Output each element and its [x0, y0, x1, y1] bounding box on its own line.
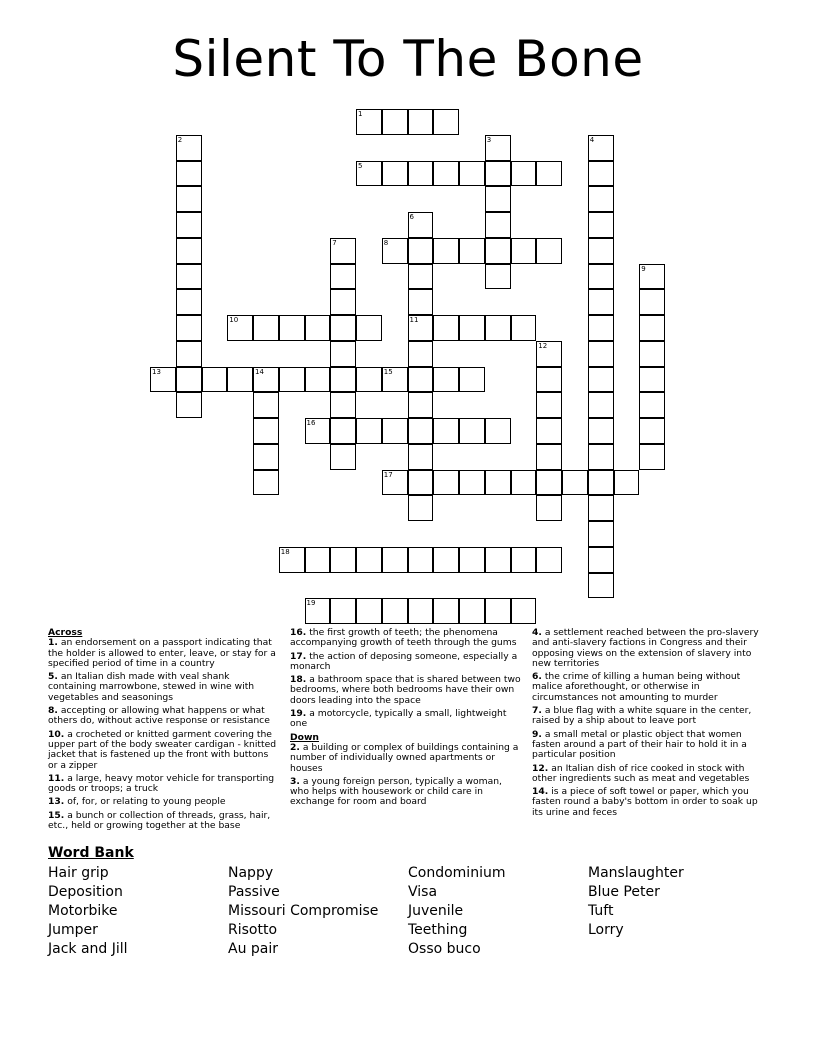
grid-cell [227, 315, 253, 341]
word-bank-item: Missouri Compromise [228, 903, 379, 919]
grid-cell [305, 315, 331, 341]
grid-cell [408, 367, 434, 393]
grid-cell [382, 418, 408, 444]
clue-text: a small metal or plastic object that women fasten around a part of their hair to hold it in a particular position [532, 728, 747, 761]
clue-number: 5. [48, 671, 58, 683]
clue-number: 17. [290, 650, 307, 662]
clue-number: 9. [532, 728, 542, 740]
grid-cell [459, 367, 485, 393]
clue-across-11 [48, 774, 280, 795]
grid-cell [330, 418, 356, 444]
cell-number: 9 [641, 264, 646, 273]
grid-cell [253, 470, 279, 496]
grid-cell [176, 238, 202, 264]
word-bank-item: Risotto [228, 922, 278, 938]
grid-cell [176, 392, 202, 418]
grid-cell [408, 212, 434, 238]
grid-cell [408, 109, 434, 135]
cell-number: 12 [538, 341, 548, 350]
grid-cell [433, 418, 459, 444]
grid-cell [588, 573, 614, 599]
grid-cell [459, 598, 485, 624]
grid-cell [639, 341, 665, 367]
clue-across-17 [290, 652, 522, 673]
clue-text: a blue flag with a white square in the center, raised by a ship about to leave port [532, 705, 752, 727]
grid-cell [176, 367, 202, 393]
word-bank-item: Osso buco [408, 941, 481, 957]
grid-cell [330, 547, 356, 573]
clue-down-12 [532, 764, 764, 785]
grid-cell [639, 264, 665, 290]
grid-cell [356, 418, 382, 444]
grid-cell [511, 161, 537, 187]
clue-down-9 [532, 730, 764, 761]
grid-cell [433, 238, 459, 264]
down-heading: Down [290, 731, 319, 743]
grid-cell [588, 264, 614, 290]
clue-number: 7. [532, 705, 542, 717]
grid-cell [588, 367, 614, 393]
grid-cell [382, 367, 408, 393]
grid-cell [459, 315, 485, 341]
grid-cell [588, 341, 614, 367]
grid-cell [588, 161, 614, 187]
grid-cell [330, 598, 356, 624]
clue-across-13 [48, 797, 280, 807]
clue-number: 13. [48, 796, 65, 808]
grid-cell [459, 547, 485, 573]
grid-cell [356, 109, 382, 135]
grid-cell [433, 470, 459, 496]
grid-cell [511, 315, 537, 341]
grid-cell [330, 392, 356, 418]
clue-across-18 [290, 675, 522, 706]
grid-cell [356, 598, 382, 624]
cell-number: 18 [280, 547, 290, 556]
grid-cell [253, 444, 279, 470]
clue-down-7 [532, 706, 764, 727]
grid-cell [459, 161, 485, 187]
grid-cell [459, 238, 485, 264]
clue-number: 3. [290, 775, 300, 787]
clue-across-16 [290, 628, 522, 649]
clue-across-15 [48, 811, 280, 832]
word-bank-item: Jumper [48, 922, 98, 938]
grid-cell [639, 367, 665, 393]
grid-cell [536, 470, 562, 496]
grid-cell [639, 444, 665, 470]
cell-number: 4 [589, 135, 595, 144]
word-bank-item: Passive [228, 884, 280, 900]
grid-cell [253, 392, 279, 418]
clue-down-2 [290, 743, 522, 774]
grid-cell [485, 547, 511, 573]
word-bank-item: Jack and Jill [48, 941, 128, 957]
grid-cell [639, 289, 665, 315]
grid-cell [330, 315, 356, 341]
grid-cell [588, 186, 614, 212]
page-title: Silent To The Bone [172, 30, 644, 88]
grid-cell [408, 444, 434, 470]
clue-down-4 [532, 628, 764, 669]
grid-cell [382, 161, 408, 187]
word-bank-item: Juvenile [408, 903, 464, 919]
grid-cell [408, 315, 434, 341]
mixed-clues-column [290, 628, 522, 811]
grid-cell [433, 367, 459, 393]
grid-cell [588, 392, 614, 418]
cell-number: 5 [358, 161, 363, 170]
down-clues-column [532, 628, 764, 821]
grid-cell [588, 495, 614, 521]
grid-cell [305, 598, 331, 624]
grid-cell [485, 161, 511, 187]
grid-cell [485, 418, 511, 444]
grid-cell [305, 418, 331, 444]
word-bank-item: Manslaughter [588, 865, 684, 881]
word-bank-item: Visa [408, 884, 438, 900]
word-bank-item: Motorbike [48, 903, 118, 919]
word-bank-item: Blue Peter [588, 884, 660, 900]
grid-cell [202, 367, 228, 393]
word-bank-item: Deposition [48, 884, 123, 900]
grid-cell [330, 341, 356, 367]
grid-cell [408, 264, 434, 290]
grid-cell [253, 367, 279, 393]
grid-cell [588, 521, 614, 547]
grid-cell [485, 598, 511, 624]
clue-number: 15. [48, 809, 65, 821]
grid-cell [588, 238, 614, 264]
grid-cell [511, 598, 537, 624]
clue-text: a settlement reached between the pro-slavery and anti-slavery factions in Congress and their opposing views on the extension of slavery into new territories [532, 627, 759, 669]
grid-cell [408, 289, 434, 315]
clue-across-10 [48, 730, 280, 771]
grid-cell [588, 547, 614, 573]
grid-cell [588, 212, 614, 238]
word-bank-item: Au pair [228, 941, 279, 957]
grid-cell [433, 109, 459, 135]
clue-text: a building or complex of buildings containing a number of individually owned apartments or houses [290, 741, 519, 774]
clue-text: an endorsement on a passport indicating that the holder is allowed to enter, leave, or stay for a specified period of time in a country [48, 637, 276, 669]
clue-number: 10. [48, 728, 65, 740]
grid-cell [536, 547, 562, 573]
grid-cell [536, 495, 562, 521]
grid-cell [408, 418, 434, 444]
grid-cell [176, 161, 202, 187]
word-bank-item: Teething [408, 922, 468, 938]
clue-number: 19. [290, 708, 307, 720]
grid-cell [382, 238, 408, 264]
grid-cell [356, 547, 382, 573]
grid-cell [408, 495, 434, 521]
grid-cell [279, 367, 305, 393]
clue-number: 14. [532, 786, 549, 798]
grid-cell [176, 212, 202, 238]
clue-text: the first growth of teeth; the phenomena accompanying growth of teeth through the gums [290, 627, 517, 649]
clue-across-8 [48, 706, 280, 727]
grid-cell [279, 315, 305, 341]
grid-cell [588, 135, 614, 161]
grid-cell [485, 470, 511, 496]
word-bank-heading: Word Bank [48, 845, 134, 861]
clue-down-14 [532, 787, 764, 818]
cell-number: 13 [152, 367, 161, 376]
grid-cell [253, 315, 279, 341]
grid-cell [588, 470, 614, 496]
clue-across-1 [48, 638, 280, 669]
grid-cell [356, 367, 382, 393]
cell-number: 14 [255, 367, 264, 376]
clue-text: an Italian dish made with veal shank containing marrowbone, stewed in wine with vegetables and seasonings [48, 671, 255, 703]
across-clues-column [48, 628, 280, 834]
word-bank-item: Hair grip [48, 865, 109, 881]
clue-down-6 [532, 672, 764, 703]
grid-cell [588, 418, 614, 444]
grid-cell [408, 598, 434, 624]
cell-number: 1 [358, 110, 363, 118]
cell-number: 2 [177, 135, 183, 144]
grid-cell [408, 238, 434, 264]
grid-cell [330, 238, 356, 264]
clue-number: 8. [48, 705, 58, 717]
grid-cell [562, 470, 588, 496]
clue-number: 11. [48, 772, 65, 784]
grid-cell [639, 315, 665, 341]
grid-cell [253, 418, 279, 444]
clue-text: is a piece of soft towel or paper, which you fasten round a baby's bottom in order to soak up its urine and feces [532, 786, 758, 818]
grid-cell [536, 238, 562, 264]
cell-number: 3 [486, 135, 492, 144]
cell-number: 7 [332, 238, 337, 247]
word-bank-column [48, 864, 128, 959]
grid-cell [305, 547, 331, 573]
clue-number: 12. [532, 762, 549, 774]
word-bank-column [588, 864, 684, 940]
clue-number: 6. [532, 671, 542, 683]
grid-cell [408, 470, 434, 496]
grid-cell [330, 289, 356, 315]
cell-number: 15 [383, 367, 393, 376]
grid-cell [433, 161, 459, 187]
word-bank-column [408, 864, 505, 959]
grid-cell [150, 367, 176, 393]
grid-cell [408, 161, 434, 187]
clue-text: of, for, or relating to young people [67, 796, 226, 808]
grid-cell [279, 547, 305, 573]
grid-cell [459, 418, 485, 444]
grid-cell [485, 264, 511, 290]
grid-cell [536, 161, 562, 187]
word-bank-column [228, 864, 378, 959]
grid-cell [382, 109, 408, 135]
grid-cell [485, 315, 511, 341]
grid-cell [639, 392, 665, 418]
grid-cell [433, 547, 459, 573]
clue-number: 18. [290, 674, 307, 686]
grid-cell [176, 341, 202, 367]
grid-cell [176, 186, 202, 212]
grid-cell [433, 315, 459, 341]
grid-cell [536, 341, 562, 367]
clue-down-3 [290, 777, 522, 808]
grid-cell [382, 598, 408, 624]
clue-text: an Italian dish of rice cooked in stock with other ingredients such as meat and vegetables [532, 762, 750, 784]
grid-cell [536, 367, 562, 393]
cell-number: 11 [409, 316, 419, 324]
grid-cell [536, 444, 562, 470]
grid-cell [176, 315, 202, 341]
grid-cell [176, 289, 202, 315]
grid-cell [408, 547, 434, 573]
clue-number: 4. [532, 627, 542, 638]
grid-cell [511, 547, 537, 573]
grid-cell [588, 315, 614, 341]
grid-cell [176, 135, 202, 161]
word-bank-item: Condominium [408, 865, 506, 881]
clue-text: the action of deposing someone, especially a monarch [290, 650, 518, 672]
clue-text: accepting or allowing what happens or what others do, without active response or resistance [48, 705, 270, 727]
clue-text: a large, heavy motor vehicle for transporting goods or troops; a truck [48, 772, 275, 795]
grid-cell [536, 392, 562, 418]
grid-cell [330, 444, 356, 470]
cell-number: 10 [229, 316, 239, 324]
grid-cell [382, 547, 408, 573]
cell-number: 19 [306, 599, 316, 608]
cell-number: 8 [383, 238, 389, 247]
grid-cell [485, 238, 511, 264]
clue-text: a motorcycle, typically a small, lightweight one [290, 708, 507, 730]
grid-cell [356, 161, 382, 187]
clue-number: 1. [48, 637, 58, 649]
clue-text: a young foreign person, typically a woman, who helps with housework or child care in exchange for room and board [290, 775, 502, 808]
grid-cell [485, 212, 511, 238]
clue-text: a bathroom space that is shared between two bedrooms, where both bedrooms have their own doors leading into the space [290, 674, 521, 706]
grid-cell [536, 418, 562, 444]
word-bank-item: Lorry [588, 922, 624, 938]
clue-across-19 [290, 709, 522, 730]
clue-number: 16. [290, 627, 307, 638]
clue-text: a bunch or collection of threads, grass, hair, etc., held or growing together at the base [48, 809, 271, 832]
grid-cell [511, 238, 537, 264]
grid-cell [639, 418, 665, 444]
grid-cell [330, 367, 356, 393]
grid-cell [382, 470, 408, 496]
cell-number: 6 [409, 213, 414, 221]
clue-text: the crime of killing a human being without malice aforethought, or otherwise in circumstances not amounting to murder [532, 671, 741, 703]
clue-number: 2. [290, 741, 300, 753]
grid-cell [511, 470, 537, 496]
grid-cell [433, 598, 459, 624]
word-bank-item: Nappy [228, 865, 274, 881]
grid-cell [176, 264, 202, 290]
grid-cell [459, 470, 485, 496]
grid-cell [408, 392, 434, 418]
grid-cell [227, 367, 253, 393]
grid-cell [485, 186, 511, 212]
grid-cell [588, 444, 614, 470]
grid-cell [356, 315, 382, 341]
cell-number: 17 [383, 470, 393, 479]
cell-number: 16 [306, 419, 316, 427]
across-heading: Across [48, 627, 83, 638]
grid-cell [588, 289, 614, 315]
clue-across-5 [48, 672, 280, 703]
clue-text: a crocheted or knitted garment covering the upper part of the body sweater cardigan - knitted jacket that is fastened up the front with buttons or a zipper [48, 728, 277, 771]
word-bank-item: Tuft [588, 903, 614, 919]
grid-cell [614, 470, 640, 496]
grid-cell [305, 367, 331, 393]
grid-cell [330, 264, 356, 290]
grid-cell [408, 341, 434, 367]
grid-cell [485, 135, 511, 161]
